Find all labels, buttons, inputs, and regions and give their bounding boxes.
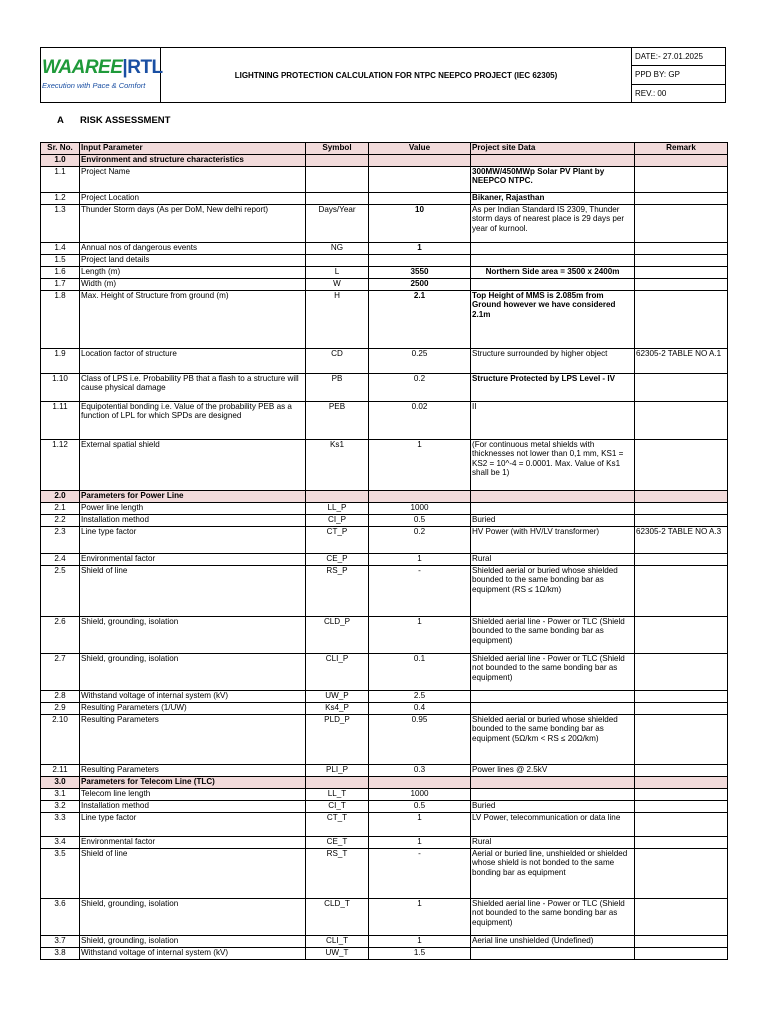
table-row [41,255,728,267]
cell-symbol: L [306,267,369,279]
cell-input-parameter: Parameters for Telecom Line (TLC) [80,777,306,789]
cell-project-site-data: Buried [471,515,635,527]
logo-wordmark: WAAREE|RTL [42,57,163,78]
cell-sr-no: 2.9 [41,703,80,715]
cell-project-site-data [471,491,635,503]
cell-value: 1 [369,936,471,948]
cell-symbol [306,167,369,193]
cell-project-site-data: LV Power, telecommunication or data line [471,813,635,837]
cell-value: 2.1 [369,291,471,349]
table-row [41,374,728,402]
cell-symbol: LL_P [306,503,369,515]
cell-value: 1 [369,440,471,491]
cell-remark [635,837,728,849]
cell-sr-no: 1.7 [41,279,80,291]
table-row [41,703,728,715]
table-row [41,566,728,617]
cell-symbol: NG [306,243,369,255]
cell-input-parameter: Resulting Parameters (1/UW) [80,703,306,715]
cell-input-parameter: Withstand voltage of internal system (kV) [80,691,306,703]
table-row [41,205,728,243]
table-row [41,837,728,849]
cell-value [369,777,471,789]
cell-sr-no: 3.7 [41,936,80,948]
cell-project-site-data: Aerial line unshielded (Undefined) [471,936,635,948]
cell-value: 0.5 [369,801,471,813]
table-row [41,291,728,349]
cell-sr-no: 1.5 [41,255,80,267]
cell-remark [635,402,728,440]
cell-value: 1 [369,554,471,566]
cell-sr-no: 2.2 [41,515,80,527]
cell-value: 1.5 [369,948,471,960]
cell-project-site-data: (For continuous metal shields with thicknesses not lower than 0,1 mm, KS1 = KS2 = 10^-4 = 0.0001. Max. Value of Ks1 shall be 1) [471,440,635,491]
section-group-row [41,777,728,789]
table-row [41,554,728,566]
cell-symbol: CLD_T [306,899,369,936]
cell-project-site-data: Structure Protected by LPS Level - IV [471,374,635,402]
cell-sr-no: 2.4 [41,554,80,566]
logo-tagline: Execution with Pace & Comfort [42,81,146,90]
cell-sr-no: 2.6 [41,617,80,654]
cell-value: 0.2 [369,374,471,402]
cell-project-site-data [471,155,635,167]
cell-sr-no: 1.12 [41,440,80,491]
cell-project-site-data: Structure surrounded by higher object [471,349,635,374]
cell-sr-no: 2.3 [41,527,80,554]
cell-input-parameter: Telecom line length [80,789,306,801]
cell-symbol: UW_P [306,691,369,703]
cell-remark [635,789,728,801]
cell-sr-no: 3.1 [41,789,80,801]
cell-remark [635,849,728,899]
cell-sr-no: 2.11 [41,765,80,777]
cell-project-site-data: HV Power (with HV/LV transformer) [471,527,635,554]
table-row [41,267,728,279]
cell-symbol: CI_T [306,801,369,813]
risk-assessment-table [40,142,728,960]
cell-symbol [306,155,369,167]
cell-project-site-data: Shielded aerial or buried whose shielded bounded to the same bonding bar as equipment (RS ≤ 1Ω/km) [471,566,635,617]
cell-input-parameter: Resulting Parameters [80,715,306,765]
cell-sr-no: 1.8 [41,291,80,349]
cell-value [369,167,471,193]
cell-project-site-data: Shielded aerial line - Power or TLC (Shield bounded to the same bonding bar as equipment) [471,617,635,654]
column-header-symbol: Symbol [306,143,369,155]
cell-input-parameter: Location factor of structure [80,349,306,374]
cell-project-site-data: II [471,402,635,440]
cell-input-parameter: External spatial shield [80,440,306,491]
cell-input-parameter: Annual nos of dangerous events [80,243,306,255]
cell-remark [635,374,728,402]
cell-value: 0.02 [369,402,471,440]
cell-remark [635,765,728,777]
cell-symbol: PLD_P [306,715,369,765]
cell-symbol [306,193,369,205]
cell-input-parameter: Width (m) [80,279,306,291]
cell-project-site-data [471,777,635,789]
column-header-input-parameter: Input Parameter [80,143,306,155]
cell-symbol: Days/Year [306,205,369,243]
cell-value: 0.4 [369,703,471,715]
cell-remark [635,291,728,349]
section-letter: A [57,115,64,126]
cell-value: 0.5 [369,515,471,527]
cell-value: 0.25 [369,349,471,374]
column-header-project-site-data: Project site Data [471,143,635,155]
cell-sr-no: 1.2 [41,193,80,205]
cell-value: 1000 [369,503,471,515]
cell-value [369,155,471,167]
cell-remark [635,554,728,566]
table-row [41,765,728,777]
table-row [41,654,728,691]
cell-value: 0.3 [369,765,471,777]
cell-symbol: RS_T [306,849,369,899]
cell-remark [635,566,728,617]
cell-sr-no: 3.3 [41,813,80,837]
cell-input-parameter: Installation method [80,515,306,527]
cell-remark [635,193,728,205]
cell-remark [635,155,728,167]
table-row [41,167,728,193]
cell-sr-no: 1.6 [41,267,80,279]
cell-input-parameter: Length (m) [80,267,306,279]
cell-remark [635,899,728,936]
cell-input-parameter: Class of LPS i.e. Probability PB that a flash to a structure will cause physical damage [80,374,306,402]
cell-value: 1 [369,899,471,936]
table-row [41,813,728,837]
cell-remark [635,617,728,654]
cell-remark [635,279,728,291]
cell-project-site-data: Rural [471,837,635,849]
cell-symbol [306,777,369,789]
cell-remark [635,243,728,255]
table-row [41,899,728,936]
cell-value [369,255,471,267]
table-row [41,948,728,960]
cell-remark [635,267,728,279]
cell-symbol: CT_P [306,527,369,554]
table-row [41,715,728,765]
cell-sr-no: 2.5 [41,566,80,617]
column-header-value: Value [369,143,471,155]
cell-symbol: CE_P [306,554,369,566]
cell-remark [635,205,728,243]
cell-symbol [306,255,369,267]
cell-input-parameter: Installation method [80,801,306,813]
cell-symbol [306,491,369,503]
cell-value: 0.95 [369,715,471,765]
cell-input-parameter: Shield, grounding, isolation [80,617,306,654]
cell-sr-no: 2.10 [41,715,80,765]
cell-sr-no: 2.1 [41,503,80,515]
cell-symbol: CLI_P [306,654,369,691]
table-row [41,936,728,948]
revision-number: REV.: 00 [632,84,726,102]
cell-remark: 62305-2 TABLE NO A.3 [635,527,728,554]
cell-project-site-data: Aerial or buried line, unshielded or shielded whose shield is not bonded to the same bonding bar as equipment [471,849,635,899]
prepared-by: PPD BY: GP [632,66,726,84]
cell-remark [635,936,728,948]
cell-input-parameter: Parameters for Power Line [80,491,306,503]
cell-value [369,193,471,205]
cell-value: 1 [369,243,471,255]
cell-value: - [369,566,471,617]
cell-project-site-data [471,255,635,267]
cell-project-site-data: Shielded aerial line - Power or TLC (Shield not bounded to the same bonding bar as equipment) [471,654,635,691]
cell-symbol: CE_T [306,837,369,849]
cell-symbol: CD [306,349,369,374]
cell-project-site-data [471,279,635,291]
section-group-row [41,155,728,167]
cell-symbol: CLD_P [306,617,369,654]
cell-project-site-data [471,703,635,715]
cell-value: 10 [369,205,471,243]
cell-value [369,491,471,503]
cell-project-site-data: Bikaner, Rajasthan [471,193,635,205]
cell-symbol: LL_T [306,789,369,801]
cell-symbol: Ks1 [306,440,369,491]
cell-project-site-data: 300MW/450MWp Solar PV Plant by NEEPCO NTPC. [471,167,635,193]
cell-input-parameter: Equipotential bonding i.e. Value of the probability PEB as a function of LPL for which SPDs are designed [80,402,306,440]
cell-value: 0.2 [369,527,471,554]
cell-remark [635,255,728,267]
cell-value: 3550 [369,267,471,279]
table-row [41,349,728,374]
column-header-remark: Remark [635,143,728,155]
table-row [41,515,728,527]
cell-symbol: PEB [306,402,369,440]
cell-value: 2500 [369,279,471,291]
cell-input-parameter: Power line length [80,503,306,515]
cell-input-parameter: Project Name [80,167,306,193]
cell-remark [635,801,728,813]
cell-project-site-data [471,691,635,703]
cell-input-parameter: Project Location [80,193,306,205]
cell-project-site-data: Shielded aerial line - Power or TLC (Shield not bounded to the same bonding bar as equipment) [471,899,635,936]
cell-input-parameter: Project land details [80,255,306,267]
section-title: RISK ASSESSMENT [80,115,171,126]
company-logo [41,48,161,103]
cell-project-site-data: Top Height of MMS is 2.085m from Ground however we have considered 2.1m [471,291,635,349]
cell-value: - [369,849,471,899]
cell-sr-no: 2.0 [41,491,80,503]
cell-project-site-data [471,503,635,515]
cell-sr-no: 1.3 [41,205,80,243]
cell-remark [635,654,728,691]
cell-remark [635,503,728,515]
cell-value: 1 [369,813,471,837]
cell-remark [635,948,728,960]
cell-input-parameter: Line type factor [80,527,306,554]
cell-symbol: CI_P [306,515,369,527]
cell-sr-no: 3.6 [41,899,80,936]
table-row [41,691,728,703]
table-row [41,503,728,515]
cell-value: 1 [369,617,471,654]
table-row [41,617,728,654]
cell-sr-no: 3.4 [41,837,80,849]
document-date: DATE:- 27.01.2025 [632,48,726,66]
table-row [41,243,728,255]
table-row [41,849,728,899]
cell-input-parameter: Shield, grounding, isolation [80,654,306,691]
cell-symbol: PLI_P [306,765,369,777]
table-row [41,440,728,491]
cell-symbol: H [306,291,369,349]
cell-sr-no: 3.2 [41,801,80,813]
cell-input-parameter: Environmental factor [80,554,306,566]
cell-project-site-data: Northern Side area = 3500 x 2400m [471,267,635,279]
cell-symbol: PB [306,374,369,402]
cell-remark [635,515,728,527]
cell-input-parameter: Max. Height of Structure from ground (m) [80,291,306,349]
cell-remark [635,491,728,503]
cell-remark [635,777,728,789]
cell-project-site-data: Rural [471,554,635,566]
cell-symbol: RS_P [306,566,369,617]
table-row [41,279,728,291]
cell-sr-no: 1.4 [41,243,80,255]
table-row [41,193,728,205]
cell-symbol: W [306,279,369,291]
cell-value: 0.1 [369,654,471,691]
cell-input-parameter: Environment and structure characteristics [80,155,306,167]
cell-input-parameter: Shield, grounding, isolation [80,936,306,948]
cell-sr-no: 1.0 [41,155,80,167]
cell-symbol: UW_T [306,948,369,960]
cell-value: 1000 [369,789,471,801]
cell-sr-no: 1.10 [41,374,80,402]
cell-sr-no: 2.8 [41,691,80,703]
cell-remark [635,813,728,837]
cell-value: 2.5 [369,691,471,703]
cell-input-parameter: Environmental factor [80,837,306,849]
cell-project-site-data: Shielded aerial or buried whose shielded bounded to the same bonding bar as equipment (5Ω/km < RS ≤ 20Ω/km) [471,715,635,765]
cell-value: 1 [369,837,471,849]
cell-project-site-data: Buried [471,801,635,813]
cell-sr-no: 3.5 [41,849,80,899]
table-body [41,155,728,960]
cell-symbol: CT_T [306,813,369,837]
cell-project-site-data [471,243,635,255]
cell-project-site-data: As per Indian Standard IS 2309, Thunder storm days of nearest place is 29 days per year of kurnool. [471,205,635,243]
cell-remark [635,440,728,491]
cell-input-parameter: Withstand voltage of internal system (kV) [80,948,306,960]
cell-input-parameter: Shield of line [80,566,306,617]
document-title: LIGHTNING PROTECTION CALCULATION FOR NTPC NEEPCO PROJECT (IEC 62305) [161,48,632,103]
cell-project-site-data [471,948,635,960]
cell-project-site-data: Power lines @ 2.5kV [471,765,635,777]
cell-sr-no: 1.1 [41,167,80,193]
cell-remark [635,167,728,193]
table-row [41,527,728,554]
section-group-row [41,491,728,503]
cell-remark: 62305-2 TABLE NO A.1 [635,349,728,374]
cell-input-parameter: Line type factor [80,813,306,837]
cell-project-site-data [471,789,635,801]
cell-symbol: Ks4_P [306,703,369,715]
cell-sr-no: 1.11 [41,402,80,440]
cell-remark [635,691,728,703]
table-row [41,402,728,440]
cell-input-parameter: Resulting Parameters [80,765,306,777]
table-row [41,789,728,801]
table-header-row [41,143,728,155]
cell-input-parameter: Thunder Storm days (As per DoM, New delhi report) [80,205,306,243]
cell-sr-no: 3.8 [41,948,80,960]
column-header-sr-no: Sr. No. [41,143,80,155]
cell-sr-no: 1.9 [41,349,80,374]
document-header [40,47,726,103]
cell-sr-no: 2.7 [41,654,80,691]
cell-input-parameter: Shield, grounding, isolation [80,899,306,936]
cell-symbol: CLI_T [306,936,369,948]
cell-remark [635,703,728,715]
cell-remark [635,715,728,765]
table-row [41,801,728,813]
cell-input-parameter: Shield of line [80,849,306,899]
cell-sr-no: 3.0 [41,777,80,789]
